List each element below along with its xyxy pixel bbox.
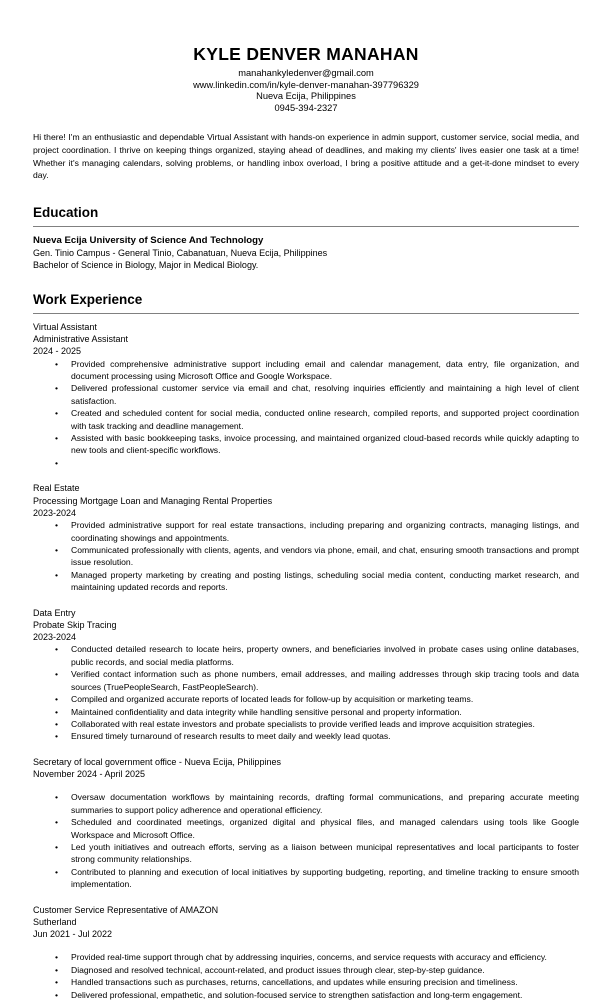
job-entry bbox=[33, 482, 579, 593]
job-subtitle: Probate Skip Tracing bbox=[33, 619, 117, 630]
job-entry bbox=[33, 607, 579, 743]
job-bullet: • Provided administrative support for real estate transactions, including preparing and organizing contracts, managing listings, and coordinating showings and appointments. bbox=[33, 519, 579, 544]
job-bullet-list bbox=[33, 791, 579, 890]
contact-location: Nueva Ecija, Philippines bbox=[256, 91, 356, 102]
job-subtitle: Administrative Assistant bbox=[33, 334, 129, 345]
job-subtitle: Sutherland bbox=[33, 916, 77, 927]
job-dates: 2023-2024 bbox=[33, 632, 77, 643]
job-entry bbox=[33, 756, 579, 891]
job-dates: 2023-2024 bbox=[33, 507, 77, 518]
job-bullet: • Provided comprehensive administrative support including email and calendar management, data entry, file organization, and document processing using Microsoft Office and Google Workspace. bbox=[33, 358, 579, 383]
education-heading: Education bbox=[33, 204, 99, 220]
job-subtitle: Processing Mortgage Loan and Managing Rental Properties bbox=[33, 495, 273, 506]
job-bullet: • Scheduled and coordinated meetings, organized digital and physical files, and managed calendars using tools like Google Workspace and Microsoft Office. bbox=[33, 816, 579, 841]
job-bullet-list bbox=[33, 951, 579, 1001]
job-title: Data Entry bbox=[33, 607, 76, 618]
job-bullet: • Delivered professional, empathetic, and solution-focused service to strengthen satisfaction and long-term engagement. bbox=[33, 989, 579, 1001]
job-bullet-list bbox=[33, 519, 579, 593]
contact-email: manahankyledenver@gmail.com bbox=[238, 68, 374, 78]
job-dates: November 2024 - April 2025 bbox=[33, 769, 146, 780]
job-bullet: • Contributed to planning and execution of local initiatives by supporting budgeting, reporting, and timeline tracking to ensure smooth implementation. bbox=[33, 866, 579, 891]
job-bullet: • Oversaw documentation workflows by maintaining records, drafting formal communications, and preparing accurate meeting summaries to support policy adherence and operational efficiency. bbox=[33, 791, 579, 816]
work-experience-heading: Work Experience bbox=[33, 291, 143, 307]
job-bullet: • Communicated professionally with clients, agents, and vendors via phone, email, and chat, ensuring smooth transactions and prompt issue resolution. bbox=[33, 544, 579, 569]
job-bullet: • Managed property marketing by creating and posting listings, scheduling social media content, conducting market research, and maintaining updated records and reports. bbox=[33, 569, 579, 594]
education-divider bbox=[33, 226, 579, 227]
job-bullet-list bbox=[33, 358, 579, 470]
contact-phone: 0945-394-2327 bbox=[274, 102, 338, 113]
job-title: Real Estate bbox=[33, 483, 80, 494]
job-entry bbox=[33, 321, 579, 470]
candidate-name: KYLE DENVER MANAHAN bbox=[193, 44, 419, 64]
job-bullet: • Collaborated with real estate investors and probate specialists to provide verified leads and improve acquisition strategies. bbox=[33, 718, 579, 730]
job-bullet bbox=[33, 457, 579, 469]
job-bullet: • Ensured timely turnaround of research results to meet daily and weekly lead quotas. bbox=[33, 730, 579, 742]
job-dates: Jun 2021 - Jul 2022 bbox=[33, 929, 113, 940]
job-bullet: • Created and scheduled content for social media, conducted online research, compiled reports, and supported project coordination with task tracking and deadline management. bbox=[33, 407, 579, 432]
job-bullet: • Handled transactions such as purchases, returns, cancellations, and updates while ensuring precision and timeliness. bbox=[33, 976, 579, 988]
contact-linkedin: www.linkedin.com/in/kyle-denver-manahan-397796329 bbox=[193, 79, 419, 90]
job-bullet: • Led youth initiatives and outreach efforts, serving as a liaison between municipal representatives and local participants to foster strong community relationships. bbox=[33, 841, 579, 866]
job-title: Secretary of local government office - Nueva Ecija, Philippines bbox=[33, 756, 281, 767]
job-title: Virtual Assistant bbox=[33, 321, 97, 332]
job-bullet: • Provided real-time support through chat by addressing inquiries, concerns, and service requests with accuracy and efficiency. bbox=[33, 951, 579, 963]
job-bullet: • Delivered professional customer service via email and chat, resolving inquiries efficiently and maintaining a high level of client satisfaction. bbox=[33, 382, 579, 407]
education-entry bbox=[33, 235, 579, 272]
job-entry bbox=[33, 904, 579, 1002]
resume-header bbox=[33, 0, 579, 114]
education-section bbox=[33, 205, 579, 272]
job-bullet: • Assisted with basic bookkeeping tasks, invoice processing, and maintained organized cloud-based records while quickly adapting to new tools and client-specific workflows. bbox=[33, 432, 579, 457]
education-campus: Gen. Tinio Campus - General Tinio, Cabanatuan, Nueva Ecija, Philippines bbox=[33, 248, 328, 259]
job-title: Customer Service Representative of AMAZON bbox=[33, 904, 219, 915]
professional-summary: Hi there! I'm an enthusiastic and dependable Virtual Assistant with hands-on experience in admin support, customer service, social media, and project coordination. I thrive on keeping things organized, staying ahead of deadlines, and making my clients' lives easier one task at a time! Whether it's managing calendars, solving problems, or handling inbox overload, I bring a positive attitude and a get-it-done mindset to every day. bbox=[33, 132, 579, 181]
job-bullet: • Compiled and organized accurate reports of located leads for follow-up by acquisition or marketing teams. bbox=[33, 693, 579, 705]
education-degree: Bachelor of Science in Biology, Major in Medical Biology. bbox=[33, 260, 259, 271]
job-bullet: • Maintained confidentiality and data integrity while handling sensitive personal and property information. bbox=[33, 706, 579, 718]
job-dates: 2024 - 2025 bbox=[33, 346, 82, 357]
job-bullet: • Diagnosed and resolved technical, account-related, and product issues through clear, step-by-step guidance. bbox=[33, 964, 579, 976]
work-experience-section bbox=[33, 292, 579, 1001]
work-experience-divider bbox=[33, 313, 579, 314]
job-bullet: • Verified contact information such as phone numbers, email addresses, and mailing addresses through skip tracing tools and data sources (TruePeopleSearch, FastPeopleSearch). bbox=[33, 668, 579, 693]
job-bullet-list bbox=[33, 643, 579, 742]
education-school: Nueva Ecija University of Science And Technology bbox=[33, 234, 264, 246]
job-bullet: • Conducted detailed research to locate heirs, property owners, and beneficiaries involved in probate cases using online databases, public records, and social media platforms. bbox=[33, 643, 579, 668]
job-list bbox=[33, 321, 579, 1001]
